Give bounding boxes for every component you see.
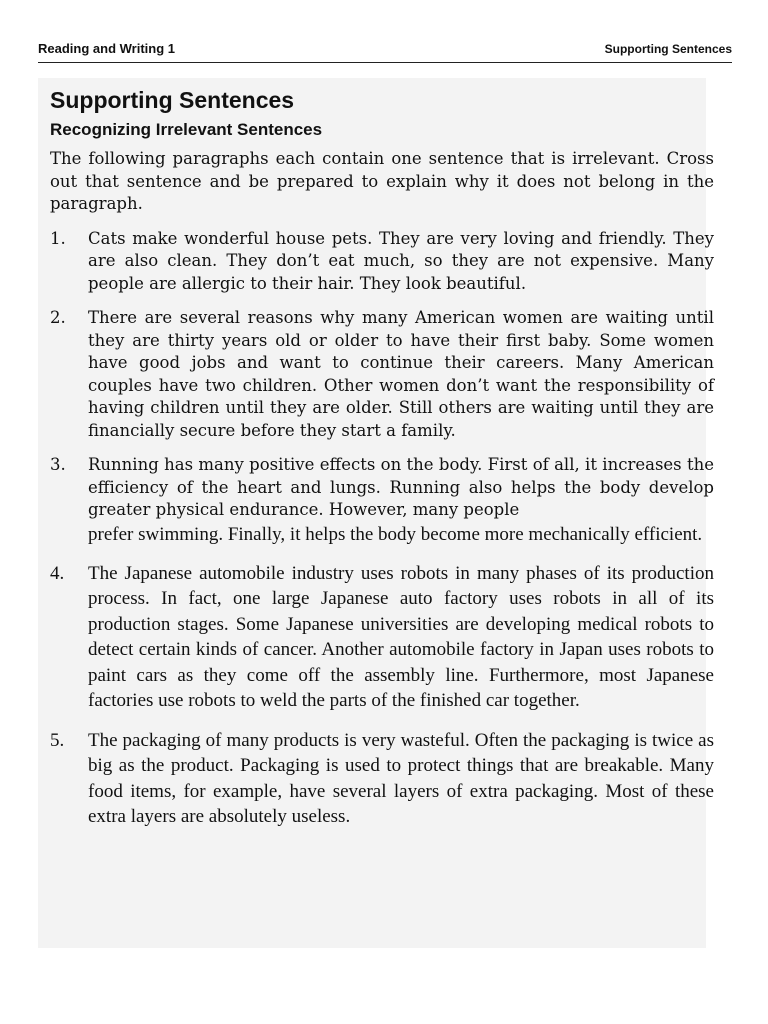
running-header bbox=[38, 38, 732, 63]
item-number: 5. bbox=[50, 729, 65, 751]
exercise-item-1 bbox=[50, 228, 714, 296]
worksheet-content bbox=[50, 84, 714, 830]
section-subtitle: Recognizing Irrelevant Sentences bbox=[50, 120, 323, 139]
item-text-part-1: Running has many positive effects on the body. First of all, it increases the efficiency of the heart and lungs. Running also helps the body develop greater physical endurance. However, many people bbox=[88, 455, 714, 519]
header-section-title: Supporting Sentences bbox=[604, 42, 732, 56]
exercise-item-3 bbox=[50, 454, 714, 547]
item-number: 2. bbox=[50, 308, 66, 327]
item-number: 3. bbox=[50, 455, 66, 474]
item-text: Cats make wonderful house pets. They are very loving and friendly. They are also clean. They don’t eat much, so they are not expensive. Many people are allergic to their hair. They look beautiful. bbox=[88, 228, 714, 293]
header-course-title: Reading and Writing 1 bbox=[38, 41, 175, 56]
item-text: The Japanese automobile industry uses robots in many phases of its production process. In fact, one large Japanese auto factory uses robots in all of its production stages. Some Japanese universities are developing medical robots to detect certain kinds of cancer. Another automobile factory in Japan uses robots to paint cars as they come off the assembly line. Furthermore, most Japanese factories use robots to weld the parts of the finished car together. bbox=[88, 562, 714, 711]
exercise-item-5 bbox=[50, 728, 714, 830]
instructions-paragraph: The following paragraphs each contain one sentence that is irrelevant. Cross out that sentence and be prepared to explain why it does not belong in the paragraph. bbox=[50, 149, 714, 213]
item-text: There are several reasons why many American women are waiting until they are thirty years old or older to have their first baby. Some women have good jobs and want to continue their careers. Many American couples have two children. Other women don’t want the responsibility of having children until they are older. Still others are waiting until they are financially secure before they start a family. bbox=[88, 308, 714, 440]
exercise-list bbox=[50, 228, 714, 830]
page-title: Supporting Sentences bbox=[50, 87, 295, 113]
item-number: 4. bbox=[50, 562, 65, 584]
item-number: 1. bbox=[50, 228, 66, 248]
exercise-item-4 bbox=[50, 561, 714, 714]
item-text: The packaging of many products is very wasteful. Often the packaging is twice as big as the product. Packaging is used to protect things that are breakable. Many food items, for example, have several layers of extra packaging. Most of these extra layers are absolutely useless. bbox=[88, 729, 714, 827]
exercise-item-2 bbox=[50, 307, 714, 442]
item-text-part-2: prefer swimming. Finally, it helps the body become more mechanically efficient. bbox=[88, 523, 703, 545]
